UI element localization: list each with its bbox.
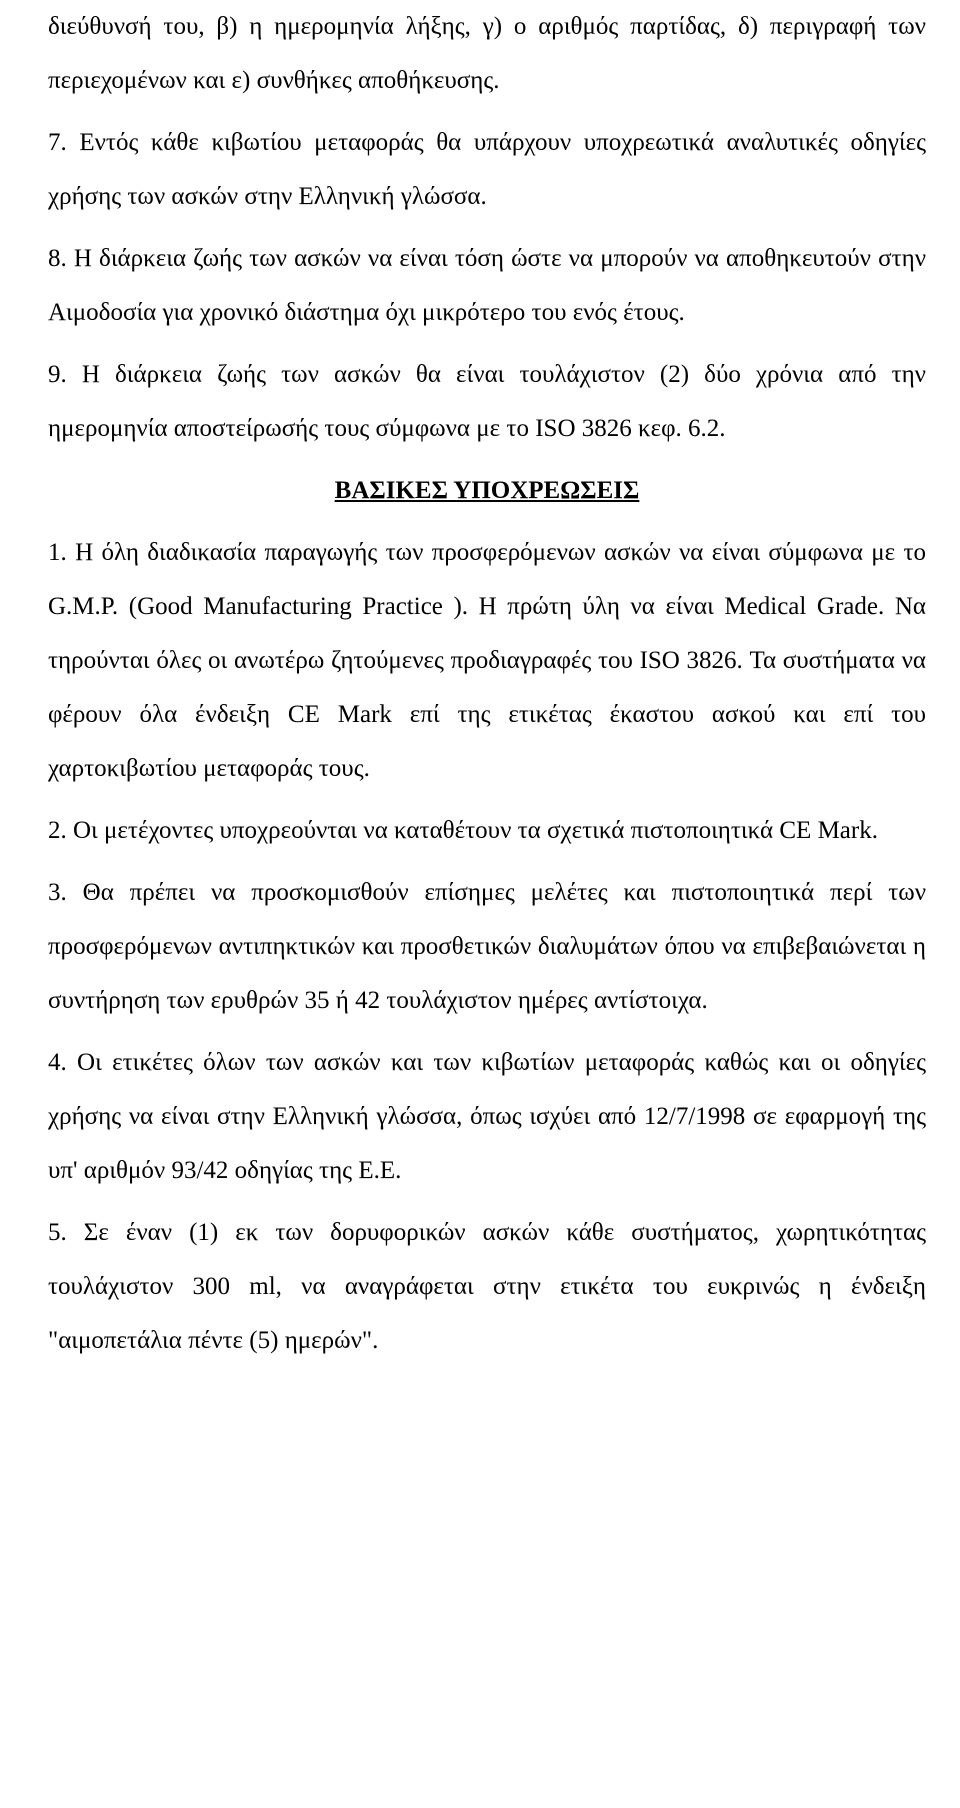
item-number: 9. [48,361,67,388]
item-text: Οι μετέχοντες υποχρεούνται να καταθέτουν τα σχετικά πιστοποιητικά CE Mark. [73,817,878,844]
list-item-9 [48,348,926,456]
item-text: Οι ετικέτες όλων των ασκών και των κιβωτίων μεταφοράς καθώς και οι οδηγίες χρήσης να είναι στην Ελληνική γλώσσα, όπως ισχύει από 12/7/1998 σε εφαρμογή της υπ' αριθμόν 93/42 οδηγίας της Ε.Ε. [48,1049,927,1184]
item-number: 8. [48,245,67,272]
list-item-7 [48,116,926,224]
item-number: 3. [48,879,67,906]
document-page [48,0,926,1368]
item-number: 1. [48,539,67,566]
list-item-4 [48,1036,926,1198]
list-item-1 [48,526,926,796]
item-number: 7. [48,129,67,156]
item-number: 2. [48,817,67,844]
intro-continuation: διεύθυνσή του, β) η ημερομηνία λήξης, γ) ο αριθμός παρτίδας, δ) περιγραφή των περιεχομένων και ε) συνθήκες αποθήκευσης. [48,13,926,94]
item-text: Εντός κάθε κιβωτίου μεταφοράς θα υπάρχουν υποχρεωτικά αναλυτικές οδηγίες χρήσης των ασκών στην Ελληνική γλώσσα. [48,129,926,210]
item-number: 4. [48,1049,67,1076]
item-text: Η διάρκεια ζωής των ασκών να είναι τόση ώστε να μπορούν να αποθηκευτούν στην Αιμοδοσία για χρονικό διάστημα όχι μικρότερο του ενός έτους. [48,245,927,326]
list-item-2 [48,804,926,858]
item-text: Θα πρέπει να προσκομισθούν επίσημες μελέτες και πιστοποιητικά περί των προσφερόμενων αντιπηκτικών και προσθετικών διαλυμάτων όπου να επιβεβαιώνεται η συντήρηση των ερυθρών 35 ή 42 τουλάχιστον ημέρες αντίστοιχα. [48,879,927,1014]
item-number: 5. [48,1219,67,1246]
item-text: Σε έναν (1) εκ των δορυφορικών ασκών κάθε συστήματος, χωρητικότητας τουλάχιστον 300 ml, να αναγράφεται στην ετικέτα του ευκρινώς η ένδειξη "αιμοπετάλια πέντε (5) ημερών". [48,1219,927,1354]
item-text: Η διάρκεια ζωής των ασκών θα είναι τουλάχιστον (2) δύο χρόνια από την ημερομηνία αποστείρωσής τους σύμφωνα με το ISO 3826 κεφ. 6.2. [48,361,926,442]
item-text: Η όλη διαδικασία παραγωγής των προσφερόμενων ασκών να είναι σύμφωνα με το G.M.P. (Good Manufacturing Practice ). Η πρώτη ύλη να είναι Medical Grade. Να τηρούνται όλες οι ανωτέρω ζητούμενες προδιαγραφές του ISO 3826. Τα συστήματα να φέρουν όλα ένδειξη CE Mark επί της ετικέτας έκαστου ασκού και επί του χαρτοκιβωτίου μεταφοράς τους. [48,539,927,782]
list-item-5 [48,1206,926,1368]
list-item-3 [48,866,926,1028]
list-item-8 [48,232,926,340]
section-heading: ΒΑΣΙΚΕΣ ΥΠΟΧΡΕΩΣΕΙΣ [334,477,640,504]
